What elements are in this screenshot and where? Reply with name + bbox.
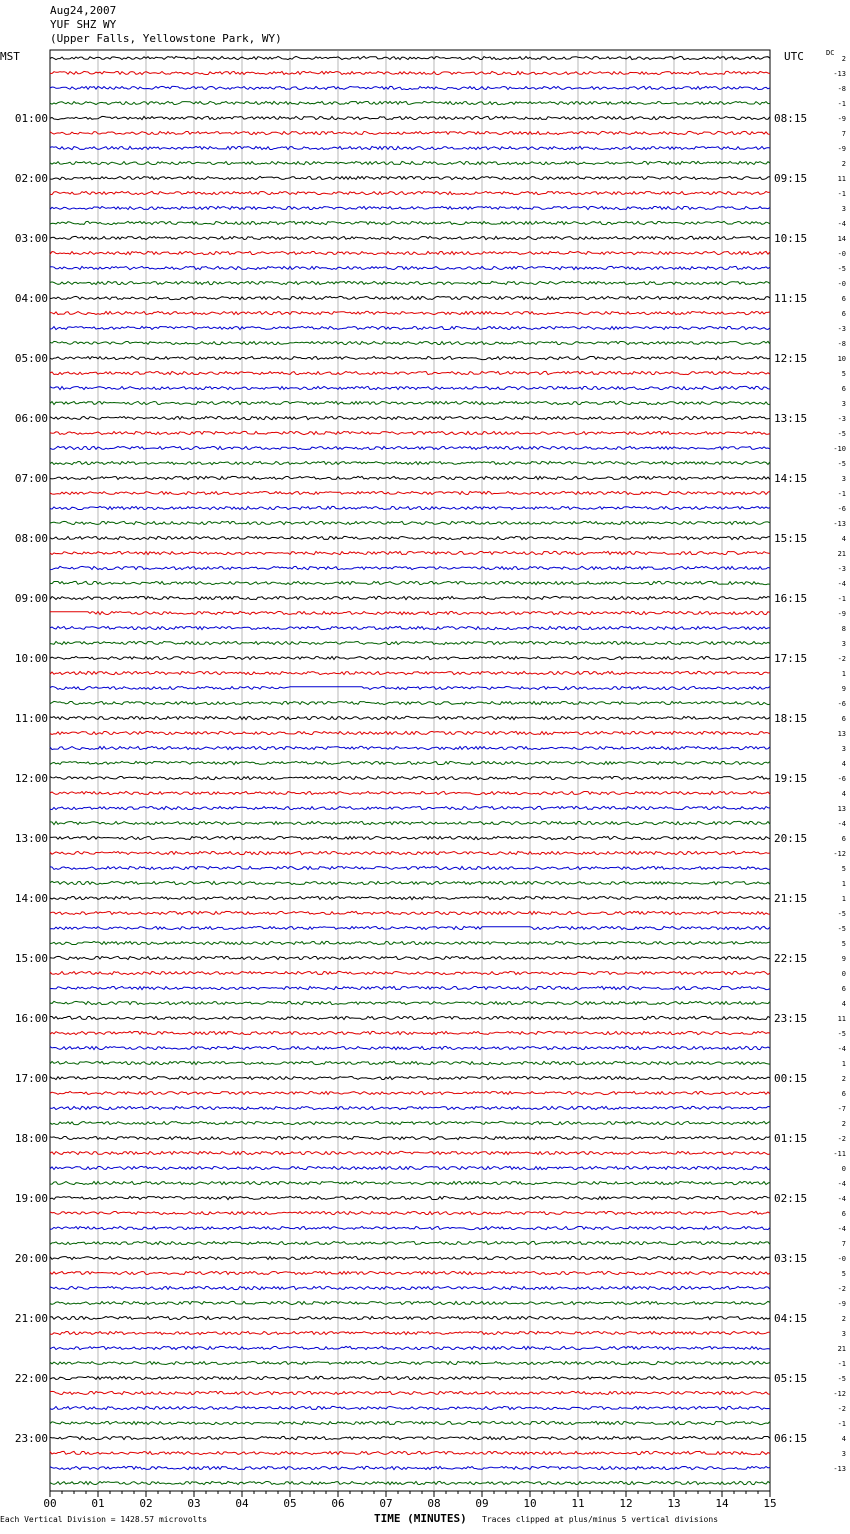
dc-offset-label: 4 [841,790,846,798]
trace-line [50,1092,770,1095]
right-hour-label: 10:15 [774,232,808,245]
right-hour-label: 18:15 [774,712,808,725]
dc-offset-label: -1 [837,595,846,603]
dc-offset-label: 0 [841,1165,846,1173]
x-axis-title: TIME (MINUTES) [374,1512,467,1525]
trace-line [50,1196,770,1199]
dc-offset-label: 3 [841,1450,846,1458]
dc-offset-label: 2 [841,1075,846,1083]
right-hour-label: 14:15 [774,472,808,485]
left-timezone-label: MST [0,50,20,63]
left-hour-label: 16:00 [14,1012,48,1025]
right-hour-label: 02:15 [774,1192,808,1205]
trace-line [50,1331,770,1334]
dc-offset-label: -4 [837,820,846,828]
trace-line [50,1316,770,1319]
trace-line [50,1166,770,1169]
trace-line [50,761,770,764]
trace-line [50,281,770,284]
dc-offset-label: -5 [837,460,846,468]
dc-offset-label: 1 [841,895,846,903]
dc-offset-label: -2 [837,1405,846,1413]
dc-offset-label: 4 [841,1435,846,1443]
trace-line [50,821,770,824]
trace-line [50,1076,770,1079]
dc-offset-label: 6 [841,715,846,723]
left-hour-label: 17:00 [14,1072,48,1085]
dc-offset-label: -4 [837,580,846,588]
dc-offset-label: -4 [837,220,846,228]
dc-offset-label: 14 [837,235,846,243]
dc-offset-label: -5 [837,1030,846,1038]
trace-line [50,311,770,314]
trace-line [50,341,770,344]
left-hour-label: 14:00 [14,892,48,905]
trace-line [50,296,770,299]
dc-offset-label: -1 [837,190,846,198]
trace-line [50,1046,770,1049]
right-hour-label: 05:15 [774,1372,808,1385]
right-hour-label: 16:15 [774,592,808,605]
dc-offset-label: 3 [841,745,846,753]
dc-offset-label: 11 [837,1015,846,1023]
x-tick-label: 00 [43,1497,57,1510]
x-tick-label: 15 [763,1497,777,1510]
left-hour-label: 09:00 [14,592,48,605]
trace-line [50,941,770,944]
dc-offset-label: -8 [837,85,846,93]
dc-offset-label: -5 [837,1375,846,1383]
dc-offset-label: 6 [841,1210,846,1218]
right-hour-label: 00:15 [774,1072,808,1085]
dc-offset-label: -1 [837,490,846,498]
trace-line [50,1136,770,1139]
trace-line [50,596,770,599]
trace-line [50,206,770,209]
trace-line [50,1151,770,1154]
trace-line [50,1301,770,1304]
trace-line [50,1256,770,1259]
trace-line [50,1466,770,1469]
trace-line [50,386,770,389]
dc-offset-label: -5 [837,925,846,933]
trace-line [50,1226,770,1229]
left-hour-label: 07:00 [14,472,48,485]
trace-line [50,1376,770,1379]
dc-offset-label: 6 [841,385,846,393]
left-hour-label: 22:00 [14,1372,48,1385]
right-timezone-label: UTC [784,50,804,63]
trace-line [50,146,770,149]
trace-line [50,731,770,734]
trace-line [50,1271,770,1274]
trace-line [50,926,770,929]
dc-offset-label: 6 [841,295,846,303]
trace-line [50,1016,770,1019]
trace-line [50,176,770,179]
trace-line [50,116,770,119]
dc-offset-label: 9 [841,685,846,693]
plot-date: Aug24,2007 [50,4,117,17]
trace-line [50,1001,770,1004]
trace-line [50,1451,770,1454]
trace-line [50,1061,770,1064]
dc-offset-label: -12 [833,850,846,858]
dc-offset-label: -9 [837,610,846,618]
dc-offset-label: -1 [837,1360,846,1368]
dc-offset-label: 3 [841,1330,846,1338]
dc-offset-label: -5 [837,910,846,918]
dc-offset-label: -9 [837,115,846,123]
dc-offset-label: -11 [833,1150,846,1158]
dc-offset-label: 7 [841,130,846,138]
trace-line [50,611,770,614]
trace-line [50,1436,770,1439]
dc-offset-label: 11 [837,175,846,183]
trace-line [50,836,770,839]
x-tick-label: 12 [619,1497,633,1510]
right-hour-label: 09:15 [774,172,808,185]
dc-offset-label: 1 [841,1060,846,1068]
right-hour-label: 19:15 [774,772,808,785]
clip-note: Traces clipped at plus/minus 5 vertical divisions [482,1515,719,1524]
x-tick-label: 05 [283,1497,297,1510]
trace-line [50,401,770,404]
trace-line [50,896,770,899]
dc-offset-label: -5 [837,430,846,438]
trace-line [50,1391,770,1394]
x-tick-label: 03 [187,1497,201,1510]
dc-offset-label: 5 [841,940,846,948]
trace-line [50,461,770,464]
x-tick-label: 09 [475,1497,489,1510]
dc-offset-label: -9 [837,1300,846,1308]
left-hour-label: 06:00 [14,412,48,425]
right-hour-label: 22:15 [774,952,808,965]
trace-line [50,1421,770,1424]
left-hour-label: 01:00 [14,112,48,125]
left-hour-label: 03:00 [14,232,48,245]
right-hour-label: 13:15 [774,412,808,425]
trace-line [50,446,770,449]
dc-offset-label: -3 [837,415,846,423]
trace-line [50,657,770,660]
dc-offset-label: -9 [837,145,846,153]
dc-offset-label: -3 [837,325,846,333]
dc-offset-label: 3 [841,400,846,408]
trace-line [50,536,770,539]
dc-offset-label: 21 [837,550,846,558]
trace-line [50,1106,770,1109]
trace-line [50,506,770,509]
dc-offset-label: -4 [837,1225,846,1233]
right-hour-label: 08:15 [774,112,808,125]
trace-line [50,986,770,989]
right-hour-label: 15:15 [774,532,808,545]
dc-offset-label: -13 [833,520,846,528]
right-hour-label: 01:15 [774,1132,808,1145]
trace-line [50,86,770,89]
dc-offset-label: 4 [841,535,846,543]
x-tick-label: 07 [379,1497,393,1510]
trace-line [50,1346,770,1349]
left-hour-label: 08:00 [14,532,48,545]
trace-line [50,1241,770,1244]
x-tick-label: 08 [427,1497,441,1510]
station-name: YUF SHZ WY [50,18,117,31]
trace-line [50,431,770,434]
trace-line [50,551,770,554]
dc-offset-label: 3 [841,640,846,648]
dc-offset-label: 4 [841,1000,846,1008]
dc-offset-label: 9 [841,955,846,963]
trace-line [50,416,770,419]
left-hour-label: 10:00 [14,652,48,665]
dc-offset-label: -8 [837,340,846,348]
dc-offset-label: 6 [841,985,846,993]
dc-offset-label: 5 [841,1270,846,1278]
trace-line [50,266,770,269]
left-hour-label: 20:00 [14,1252,48,1265]
trace-line [50,1406,770,1409]
dc-offset-label: -6 [837,505,846,513]
dc-offset-label: 1 [841,670,846,678]
dc-offset-label: -2 [837,1285,846,1293]
dc-offset-label: -0 [837,250,846,258]
dc-offset-label: -7 [837,1105,846,1113]
dc-offset-label: -13 [833,70,846,78]
trace-line [50,131,770,134]
dc-offset-label: -4 [837,1195,846,1203]
trace-line [50,476,770,479]
right-hour-label: 03:15 [774,1252,808,1265]
trace-line [50,791,770,794]
dc-offset-label: -1 [837,100,846,108]
left-hour-label: 04:00 [14,292,48,305]
trace-line [50,1181,770,1184]
dc-offset-label: 7 [841,1240,846,1248]
trace-line [50,161,770,164]
trace-line [50,686,770,689]
trace-line [50,101,770,104]
dc-offset-label: 4 [841,760,846,768]
trace-line [50,56,770,59]
trace-line [50,326,770,329]
trace-line [50,371,770,374]
dc-offset-label: 13 [837,805,846,813]
dc-offset-label: 3 [841,475,846,483]
x-tick-label: 04 [235,1497,249,1510]
dc-offset-label: -13 [833,1465,846,1473]
dc-offset-label: -3 [837,565,846,573]
dc-offset-label: 6 [841,835,846,843]
left-hour-label: 23:00 [14,1432,48,1445]
dc-offset-label: -12 [833,1390,846,1398]
dc-offset-label: 13 [837,730,846,738]
x-tick-label: 14 [715,1497,729,1510]
x-tick-label: 13 [667,1497,681,1510]
dc-offset-label: -4 [837,1180,846,1188]
dc-offset-label: -0 [837,280,846,288]
dc-offset-label: 5 [841,370,846,378]
right-hour-label: 23:15 [774,1012,808,1025]
left-hour-label: 15:00 [14,952,48,965]
dc-offset-label: 10 [837,355,846,363]
dc-offset-label: 2 [841,1120,846,1128]
right-hour-label: 04:15 [774,1312,808,1325]
trace-line [50,356,770,359]
dc-offset-label: -1 [837,1420,846,1428]
dc-offset-label: -5 [837,265,846,273]
dc-offset-label: 8 [841,625,846,633]
dc-offset-label: 2 [841,55,846,63]
left-hour-label: 21:00 [14,1312,48,1325]
trace-line [50,776,770,779]
trace-line [50,491,770,494]
left-hour-label: 05:00 [14,352,48,365]
x-tick-label: 10 [523,1497,537,1510]
right-hour-label: 06:15 [774,1432,808,1445]
trace-line [50,191,770,194]
scale-note: Each Vertical Division = 1428.57 microvolts [0,1515,208,1524]
x-tick-label: 01 [91,1497,105,1510]
right-hour-label: 12:15 [774,352,808,365]
dc-offset-label: -0 [837,1255,846,1263]
trace-line [50,716,770,719]
dc-offset-label: 0 [841,970,846,978]
trace-line [50,956,770,959]
station-location: (Upper Falls, Yellowstone Park, WY) [50,32,282,45]
x-tick-label: 06 [331,1497,345,1510]
trace-line [50,866,770,869]
dc-offset-label: 3 [841,205,846,213]
trace-line [50,1361,770,1364]
left-hour-label: 12:00 [14,772,48,785]
right-hour-label: 17:15 [774,652,808,665]
trace-line [50,641,770,644]
trace-line [50,71,770,74]
right-hour-label: 20:15 [774,832,808,845]
trace-line [50,1286,770,1289]
left-hour-label: 13:00 [14,832,48,845]
trace-line [50,1211,770,1214]
left-hour-label: 18:00 [14,1132,48,1145]
left-hour-label: 11:00 [14,712,48,725]
dc-offset-label: -2 [837,1135,846,1143]
right-hour-label: 21:15 [774,892,808,905]
dc-offset-label: -2 [837,655,846,663]
trace-line [50,1481,770,1484]
dc-offset-label: 1 [841,880,846,888]
trace-line [50,236,770,239]
trace-line [50,806,770,809]
dc-offset-label: -4 [837,1045,846,1053]
trace-line [50,971,770,974]
dc-offset-label: 2 [841,160,846,168]
trace-line [50,746,770,749]
dc-offset-label: 2 [841,1315,846,1323]
plot-frame [50,50,770,1491]
trace-line [50,626,770,629]
trace-line [50,881,770,884]
dc-offset-label: 6 [841,1090,846,1098]
right-hour-label: 11:15 [774,292,808,305]
left-hour-label: 02:00 [14,172,48,185]
dc-offset-label: -6 [837,775,846,783]
trace-line [50,701,770,704]
dc-offset-label: -10 [833,445,846,453]
trace-line [50,521,770,524]
trace-line [50,1031,770,1034]
dc-offset-label: 5 [841,865,846,873]
trace-line [50,251,770,254]
x-tick-label: 02 [139,1497,153,1510]
left-hour-label: 19:00 [14,1192,48,1205]
x-tick-label: 11 [571,1497,585,1510]
trace-line [50,1121,770,1124]
trace-line [50,581,770,584]
trace-line [50,851,770,854]
trace-line [50,566,770,569]
dc-offset-header: DC [826,49,835,57]
trace-line [50,221,770,224]
dc-offset-label: 21 [837,1345,846,1353]
dc-offset-label: 6 [841,310,846,318]
dc-offset-label: -6 [837,700,846,708]
trace-line [50,911,770,914]
trace-line [50,671,770,674]
